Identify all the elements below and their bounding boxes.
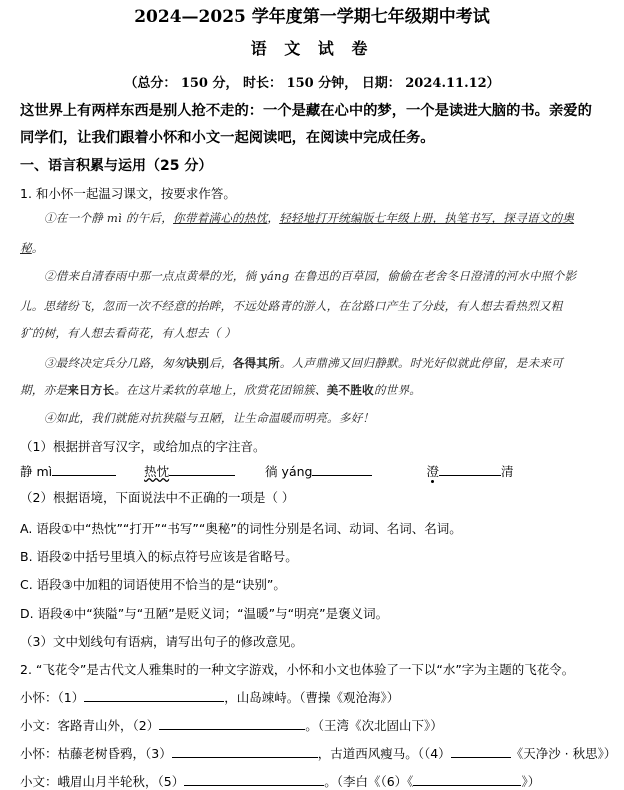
row3-suffix: 《天净沙 · 秋思》） [510, 746, 617, 761]
bold-word-juebie: 诀别 [185, 356, 210, 370]
para3-text-e: 期，亦是 [20, 383, 68, 397]
item-jingmi: 静 mì [20, 464, 53, 479]
para3-text-d: 。人声鼎沸又回归静默。时光好似就此停留，是未来可 [279, 356, 563, 370]
row4-prefix: 小文：峨眉山月半轮秋，（5） [20, 774, 185, 789]
para1-flawed-sentence: 轻轻地打开统编版七年级上册，执笔书写，探寻语文的奥 [279, 211, 575, 225]
q1-paragraph-1 [44, 210, 624, 226]
option-b[interactable]: B. 语段②中括号里填入的标点符号应该是省略号。 [20, 549, 298, 564]
poem-blank-6[interactable] [413, 773, 521, 786]
para3-text-a: ③最终决定兵分几路，匆匆 [44, 356, 186, 370]
para1-period: 。 [31, 241, 44, 255]
q1-paragraph-2-line-1: ②借来自清春雨中那一点点黄晕的光，徜 yáng 在鲁迅的百草园，偷偷在老舍冬日澄清的河水中照个影 [44, 269, 577, 283]
q2-stem: 2. “飞花令”是古代文人雅集时的一种文字游戏，小怀和小文也体验了一下以“水”字为主题的飞花令。 [20, 662, 575, 677]
item-qing: 清 [500, 464, 514, 479]
option-c[interactable]: C. 语段③中加粗的词语使用不恰当的是“诀别”。 [20, 577, 286, 592]
q2-row-4 [20, 772, 624, 790]
option-a[interactable]: A. 语段①中“热忱”“打开”“书写”“奥秘”的词性分别是名词、动词、名词、名词。 [20, 521, 462, 536]
para1-comma: ， [267, 211, 280, 225]
row3-prefix: 小怀：枯藤老树昏鸦，（3） [20, 746, 172, 761]
exam-title: 2024—2025 学年度第一学期七年级期中考试 [134, 7, 490, 27]
poem-blank-5[interactable] [184, 773, 324, 786]
q1-paragraph-3-line-2 [20, 382, 624, 398]
row4-suffix: 》） [521, 774, 541, 789]
q2-row-3 [20, 744, 624, 762]
poem-blank-1[interactable] [84, 689, 224, 702]
q1-sub1-stem: （1）根据拼音写汉字，或给加点的字注音。 [20, 439, 266, 454]
para3-text-c: 后， [209, 356, 233, 370]
answer-blank-2[interactable] [169, 463, 235, 476]
answer-blank-3[interactable] [312, 463, 372, 476]
option-d[interactable]: D. 语段④中“狭隘”与“丑陋”是贬义词；“温暖”与“明亮”是褒义词。 [20, 606, 389, 621]
row1-suffix: ，山岛竦峙。（曹操《观沧海》） [224, 690, 400, 705]
q1-paragraph-2-line-3: 犷的树，有人想去看荷花，有人想去（ ） [20, 326, 237, 340]
q2-row-1 [20, 688, 624, 706]
q1-paragraph-1-cont [20, 240, 624, 256]
q1-sub2-stem: （2）根据语境，下面说法中不正确的一项是（ ） [20, 490, 295, 505]
answer-blank-1[interactable] [52, 463, 116, 476]
para1-flawed-sentence-end: 秘 [20, 241, 32, 255]
q1-sub1-answer-row [20, 462, 624, 480]
intro-line-1: 这世界上有两样东西是别人抢不走的：一个是藏在心中的梦，一个是读进大脑的书。亲爱的 [20, 103, 592, 119]
row2-suffix: 。（王湾《次北固山下》） [305, 718, 443, 733]
para1-underlined-phrase: 你带着满心的热忱 [173, 211, 268, 225]
para3-text-g: 的世界。 [373, 383, 422, 397]
exam-subject: 语 文 试 卷 [250, 39, 374, 58]
row2-prefix: 小文：客路青山外，（2） [20, 718, 160, 733]
q1-paragraph-3-line-1 [44, 355, 624, 371]
item-rechen: 热忱 [144, 464, 170, 479]
bold-word-meibushengshou: 美不胜收 [326, 383, 374, 397]
poem-blank-4[interactable] [451, 745, 511, 758]
para3-text-f: 。在这片柔软的草地上，欣赏花团锦簇、 [114, 383, 327, 397]
q2-row-2 [20, 716, 624, 734]
q1-sub3: （3）文中划线句有语病，请写出句子的修改意见。 [20, 634, 303, 649]
q1-stem: 1. 和小怀一起温习课文，按要求作答。 [20, 186, 236, 201]
q1-paragraph-4: ④如此，我们就能对抗狭隘与丑陋，让生命温暖而明亮。多好！ [44, 411, 375, 425]
answer-blank-4[interactable] [439, 463, 501, 476]
row3-middle: ，古道西风瘦马。（（4） [317, 746, 451, 761]
bold-word-lairifangchang: 来日方长 [67, 383, 115, 397]
item-cheng-dotted: 澄 [426, 464, 439, 479]
section-1-title: 一、语言积累与运用（25 分） [20, 158, 213, 174]
intro-line-2: 同学们，让我们跟着小怀和小文一起阅读吧，在阅读中完成任务。 [20, 130, 435, 146]
poem-blank-3[interactable] [172, 745, 318, 758]
bold-word-gedeqisuo: 各得其所 [232, 356, 280, 370]
q1-paragraph-2-line-2: 儿。思绪纷飞，忽而一次不经意的抬眸，不远处路青的游人，在岔路口产生了分歧，有人想去看热烈又粗 [20, 299, 563, 313]
row1-prefix: 小怀：（1） [20, 690, 85, 705]
exam-info: （总分： 150 分， 时长： 150 分钟， 日期： 2024.11.12） [124, 76, 500, 91]
poem-blank-2[interactable] [159, 717, 305, 730]
row4-middle: 。（李白《（6）《 [324, 774, 414, 789]
para1-start: ①在一个静 mì 的午后， [44, 211, 174, 225]
item-changyang: 徜 yáng [265, 464, 313, 479]
